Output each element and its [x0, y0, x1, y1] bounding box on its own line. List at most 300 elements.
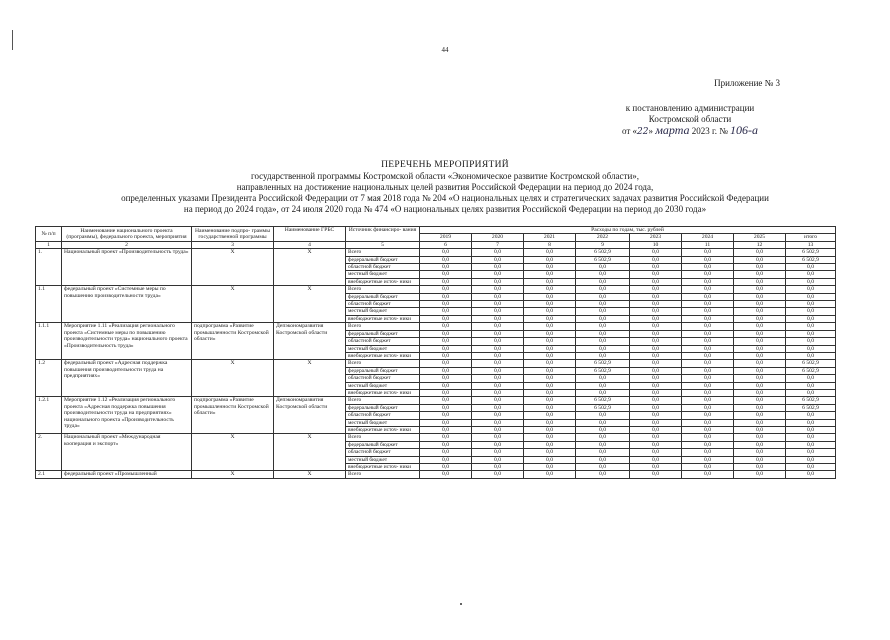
- value-cell: 0,0: [524, 286, 576, 293]
- value-cell: 0,0: [472, 441, 524, 448]
- value-cell: 0,0: [682, 345, 734, 352]
- value-cell: 0,0: [472, 367, 524, 374]
- header-year: 2021: [524, 234, 576, 241]
- value-cell: 0,0: [786, 345, 836, 352]
- row-project-name: федеральный проект «Адресная поддержка повышения производительности труда на предприятиях»: [62, 360, 192, 397]
- value-cell: 0,0: [734, 375, 786, 382]
- value-cell: 0,0: [576, 315, 630, 322]
- value-cell: 0,0: [630, 330, 682, 337]
- value-cell: 0,0: [682, 397, 734, 404]
- column-number: 12: [734, 241, 786, 248]
- value-cell: 0,0: [734, 352, 786, 359]
- row-subprogram: Х: [192, 434, 274, 471]
- value-cell: 0,0: [734, 330, 786, 337]
- value-cell: 0,0: [524, 271, 576, 278]
- approval-block: [590, 103, 790, 138]
- value-cell: 0,0: [524, 315, 576, 322]
- heading-line-4: определенных указами Президента Российской Федерации от 7 мая 2018 года № 204 «О национальных целях и стратегических задачах развития Российской Федерации: [121, 193, 769, 203]
- value-cell: 0,0: [630, 323, 682, 330]
- approval-number: 106-а: [730, 123, 759, 137]
- row-source: Всего: [346, 434, 420, 441]
- value-cell: 0,0: [682, 382, 734, 389]
- value-cell: 0,0: [420, 434, 472, 441]
- value-cell: 0,0: [630, 345, 682, 352]
- row-source: федеральный бюджет: [346, 330, 420, 337]
- row-grbs: Х: [274, 249, 346, 286]
- approval-day: 22: [637, 127, 649, 137]
- value-cell: 0,0: [682, 375, 734, 382]
- value-cell: 0,0: [682, 360, 734, 367]
- row-source: местный бюджет: [346, 308, 420, 315]
- row-source: внебюджетные источ- ники: [346, 464, 420, 471]
- approval-year: 2023 г. №: [689, 126, 731, 136]
- header-source: Источник финансиро- вания: [346, 227, 420, 242]
- value-cell: 0,0: [524, 323, 576, 330]
- value-cell: 0,0: [734, 404, 786, 411]
- value-cell: 0,0: [524, 352, 576, 359]
- value-cell: 0,0: [576, 471, 630, 478]
- value-cell: 0,0: [630, 404, 682, 411]
- value-cell: 0,0: [786, 308, 836, 315]
- value-cell: 0,0: [734, 412, 786, 419]
- row-source: местный бюджет: [346, 456, 420, 463]
- value-cell: 0,0: [682, 404, 734, 411]
- value-cell: 0,0: [472, 419, 524, 426]
- row-grbs: Х: [274, 471, 346, 478]
- value-cell: 0,0: [420, 464, 472, 471]
- row-project-name: федеральный проект «Промышленный: [62, 471, 192, 478]
- approval-prefix: от «: [621, 126, 638, 136]
- value-cell: 0,0: [786, 315, 836, 322]
- value-cell: 0,0: [630, 456, 682, 463]
- value-cell: 0,0: [576, 323, 630, 330]
- approval-line-2: Костромской области: [648, 114, 732, 124]
- value-cell: 0,0: [576, 278, 630, 285]
- row-subprogram: Х: [192, 286, 274, 323]
- value-cell: 0,0: [472, 360, 524, 367]
- value-cell: 0,0: [682, 434, 734, 441]
- value-cell: 0,0: [472, 449, 524, 456]
- value-cell: 0,0: [786, 264, 836, 271]
- value-cell: 0,0: [630, 397, 682, 404]
- row-source: Всего: [346, 286, 420, 293]
- column-number-row: [36, 241, 836, 248]
- row-source: внебюджетные источ- ники: [346, 278, 420, 285]
- value-cell: 0,0: [524, 330, 576, 337]
- value-cell: 0,0: [576, 434, 630, 441]
- value-cell: 0,0: [524, 382, 576, 389]
- value-cell: 0,0: [420, 441, 472, 448]
- row-grbs: Х: [274, 286, 346, 323]
- row-grbs: Депэкономразвития Костромской области: [274, 323, 346, 360]
- row-source: федеральный бюджет: [346, 256, 420, 263]
- value-cell: 0,0: [524, 308, 576, 315]
- table-body: [36, 249, 836, 479]
- value-cell: 0,0: [576, 412, 630, 419]
- value-cell: 0,0: [524, 449, 576, 456]
- value-cell: 0,0: [630, 338, 682, 345]
- value-cell: 0,0: [524, 360, 576, 367]
- value-cell: 0,0: [524, 293, 576, 300]
- value-cell: 6 502,9: [576, 397, 630, 404]
- row-subprogram: подпрограмма «Развитие промышленности Костромской области»: [192, 397, 274, 434]
- row-project-name: Национальный проект «Производительность труда»: [62, 249, 192, 286]
- row-grbs: Х: [274, 434, 346, 471]
- value-cell: 0,0: [420, 389, 472, 396]
- row-number: 1.2: [36, 360, 62, 397]
- value-cell: 0,0: [420, 271, 472, 278]
- value-cell: 0,0: [524, 338, 576, 345]
- value-cell: 0,0: [734, 397, 786, 404]
- value-cell: 6 502,9: [576, 367, 630, 374]
- value-cell: 0,0: [524, 456, 576, 463]
- column-number: 10: [630, 241, 682, 248]
- value-cell: 0,0: [734, 360, 786, 367]
- value-cell: 0,0: [786, 441, 836, 448]
- value-cell: 0,0: [786, 456, 836, 463]
- value-cell: 6 502,9: [786, 256, 836, 263]
- value-cell: 0,0: [472, 397, 524, 404]
- row-source: Всего: [346, 249, 420, 256]
- value-cell: 0,0: [420, 382, 472, 389]
- value-cell: 0,0: [472, 404, 524, 411]
- row-number: 1.1: [36, 286, 62, 323]
- approval-line-1: к постановлению администрации: [625, 103, 755, 113]
- header-year: 2020: [472, 234, 524, 241]
- page-number: 44: [441, 46, 449, 54]
- value-cell: 0,0: [420, 293, 472, 300]
- value-cell: 0,0: [630, 352, 682, 359]
- table-row: [36, 249, 836, 256]
- table-row: [36, 471, 836, 478]
- value-cell: 0,0: [682, 271, 734, 278]
- value-cell: 0,0: [682, 412, 734, 419]
- value-cell: 0,0: [420, 367, 472, 374]
- value-cell: 0,0: [576, 389, 630, 396]
- row-source: местный бюджет: [346, 271, 420, 278]
- row-source: федеральный бюджет: [346, 441, 420, 448]
- value-cell: 0,0: [682, 352, 734, 359]
- value-cell: 0,0: [682, 449, 734, 456]
- column-number: 13: [786, 241, 836, 248]
- value-cell: 0,0: [420, 449, 472, 456]
- row-source: Всего: [346, 471, 420, 478]
- column-number: 6: [420, 241, 472, 248]
- value-cell: 0,0: [630, 412, 682, 419]
- value-cell: 0,0: [734, 315, 786, 322]
- row-source: областной бюджет: [346, 375, 420, 382]
- value-cell: 0,0: [472, 308, 524, 315]
- value-cell: 0,0: [630, 264, 682, 271]
- value-cell: 0,0: [786, 449, 836, 456]
- table-row: [36, 360, 836, 367]
- value-cell: 0,0: [786, 293, 836, 300]
- column-number: 11: [682, 241, 734, 248]
- value-cell: 0,0: [786, 419, 836, 426]
- value-cell: 0,0: [420, 330, 472, 337]
- row-project-name: Национальный проект «Международная кооперация и экспорт»: [62, 434, 192, 471]
- value-cell: 0,0: [576, 375, 630, 382]
- row-number: 1.2.1: [36, 397, 62, 434]
- heading-line-5: на период до 2024 года», от 24 июля 2020 года № 474 «О национальных целях развития Российской Федерации на период до 2030 года»: [183, 204, 707, 214]
- value-cell: 6 502,9: [576, 256, 630, 263]
- value-cell: 0,0: [420, 249, 472, 256]
- value-cell: 0,0: [472, 278, 524, 285]
- value-cell: 0,0: [734, 441, 786, 448]
- value-cell: 0,0: [524, 264, 576, 271]
- header-grbs: Наименование ГРБС: [274, 227, 346, 242]
- value-cell: 6 502,9: [786, 404, 836, 411]
- value-cell: 0,0: [682, 367, 734, 374]
- header-year: 2025: [734, 234, 786, 241]
- value-cell: 0,0: [420, 404, 472, 411]
- row-source: областной бюджет: [346, 338, 420, 345]
- value-cell: 6 502,9: [786, 249, 836, 256]
- value-cell: 0,0: [682, 389, 734, 396]
- value-cell: 0,0: [734, 256, 786, 263]
- value-cell: 0,0: [734, 293, 786, 300]
- value-cell: 0,0: [420, 456, 472, 463]
- value-cell: 0,0: [786, 286, 836, 293]
- value-cell: 0,0: [524, 434, 576, 441]
- row-number: 2.: [36, 434, 62, 471]
- value-cell: 0,0: [682, 256, 734, 263]
- value-cell: 0,0: [524, 256, 576, 263]
- column-number: 8: [524, 241, 576, 248]
- value-cell: 0,0: [786, 389, 836, 396]
- value-cell: 0,0: [630, 271, 682, 278]
- row-grbs: Х: [274, 360, 346, 397]
- value-cell: 0,0: [420, 345, 472, 352]
- value-cell: 0,0: [734, 249, 786, 256]
- value-cell: 0,0: [524, 397, 576, 404]
- column-number: 4: [274, 241, 346, 248]
- value-cell: 0,0: [472, 256, 524, 263]
- value-cell: 0,0: [524, 249, 576, 256]
- value-cell: 0,0: [786, 382, 836, 389]
- value-cell: 0,0: [682, 264, 734, 271]
- value-cell: 0,0: [734, 471, 786, 478]
- activities-table: [35, 226, 836, 479]
- value-cell: 0,0: [786, 301, 836, 308]
- value-cell: 0,0: [630, 389, 682, 396]
- value-cell: 0,0: [682, 330, 734, 337]
- value-cell: 0,0: [472, 389, 524, 396]
- value-cell: 0,0: [524, 412, 576, 419]
- value-cell: 0,0: [734, 308, 786, 315]
- appendix-title: Приложение № 3: [714, 78, 780, 88]
- value-cell: 0,0: [630, 286, 682, 293]
- value-cell: 0,0: [576, 301, 630, 308]
- value-cell: 6 502,9: [576, 249, 630, 256]
- value-cell: 0,0: [682, 249, 734, 256]
- column-number: 3: [192, 241, 274, 248]
- value-cell: 0,0: [420, 308, 472, 315]
- header-project: Наименование национального проекта (программы), федерального проекта, мероприятия: [62, 227, 192, 242]
- value-cell: 0,0: [420, 264, 472, 271]
- document-heading: [60, 160, 830, 215]
- value-cell: 0,0: [576, 382, 630, 389]
- value-cell: 0,0: [524, 345, 576, 352]
- value-cell: 0,0: [524, 404, 576, 411]
- value-cell: 0,0: [576, 352, 630, 359]
- page-dot: [460, 603, 462, 605]
- value-cell: 0,0: [682, 308, 734, 315]
- row-source: внебюджетные источ- ники: [346, 315, 420, 322]
- value-cell: 0,0: [524, 375, 576, 382]
- value-cell: 0,0: [420, 426, 472, 433]
- value-cell: 6 502,9: [786, 367, 836, 374]
- row-grbs: Депэкономразвития Костромской области: [274, 397, 346, 434]
- header-expenses: Расходы по годам, тыс. рублей: [420, 227, 836, 234]
- header-year: 2019: [420, 234, 472, 241]
- value-cell: 0,0: [630, 256, 682, 263]
- row-subprogram: Х: [192, 471, 274, 478]
- value-cell: 0,0: [630, 293, 682, 300]
- value-cell: 0,0: [734, 382, 786, 389]
- column-number: 9: [576, 241, 630, 248]
- value-cell: 0,0: [682, 301, 734, 308]
- value-cell: 0,0: [472, 345, 524, 352]
- value-cell: 0,0: [524, 471, 576, 478]
- value-cell: 0,0: [472, 301, 524, 308]
- value-cell: 0,0: [576, 271, 630, 278]
- value-cell: 0,0: [786, 412, 836, 419]
- row-source: федеральный бюджет: [346, 404, 420, 411]
- table-row: [36, 434, 836, 441]
- value-cell: 0,0: [420, 360, 472, 367]
- value-cell: 0,0: [576, 426, 630, 433]
- value-cell: 0,0: [786, 330, 836, 337]
- column-number: 7: [472, 241, 524, 248]
- value-cell: 0,0: [472, 412, 524, 419]
- value-cell: 0,0: [472, 315, 524, 322]
- value-cell: 0,0: [630, 471, 682, 478]
- row-source: Всего: [346, 323, 420, 330]
- value-cell: 0,0: [786, 464, 836, 471]
- row-subprogram: Х: [192, 360, 274, 397]
- value-cell: 0,0: [682, 441, 734, 448]
- value-cell: 0,0: [734, 464, 786, 471]
- value-cell: 0,0: [420, 412, 472, 419]
- value-cell: 0,0: [524, 278, 576, 285]
- value-cell: 0,0: [682, 464, 734, 471]
- value-cell: 0,0: [420, 315, 472, 322]
- value-cell: 0,0: [630, 360, 682, 367]
- value-cell: 0,0: [786, 434, 836, 441]
- row-source: местный бюджет: [346, 382, 420, 389]
- value-cell: 0,0: [682, 278, 734, 285]
- heading-line-2: государственной программы Костромской области «Экономическое развитие Костромской области»,: [250, 171, 640, 181]
- row-source: внебюджетные источ- ники: [346, 352, 420, 359]
- value-cell: 0,0: [734, 271, 786, 278]
- value-cell: 0,0: [576, 456, 630, 463]
- value-cell: 0,0: [472, 471, 524, 478]
- value-cell: 0,0: [734, 301, 786, 308]
- value-cell: 0,0: [734, 278, 786, 285]
- column-number: 2: [62, 241, 192, 248]
- value-cell: 0,0: [472, 464, 524, 471]
- value-cell: 0,0: [472, 323, 524, 330]
- value-cell: 0,0: [682, 323, 734, 330]
- value-cell: 0,0: [786, 271, 836, 278]
- row-source: областной бюджет: [346, 264, 420, 271]
- row-project-name: Мероприятие 1.12 «Реализация регионального проекта «Адресная поддержка повышения производительности труда на предприятиях» национального проекта «Производительность труда»: [62, 397, 192, 434]
- value-cell: 0,0: [682, 338, 734, 345]
- value-cell: 6 502,9: [576, 360, 630, 367]
- header-num: № п/п: [36, 227, 62, 242]
- table-header: [36, 227, 836, 249]
- value-cell: 0,0: [420, 278, 472, 285]
- value-cell: 0,0: [786, 352, 836, 359]
- value-cell: 0,0: [630, 441, 682, 448]
- value-cell: 0,0: [734, 434, 786, 441]
- row-number: 1.1.1: [36, 323, 62, 360]
- value-cell: 0,0: [420, 323, 472, 330]
- value-cell: 0,0: [420, 301, 472, 308]
- value-cell: 0,0: [682, 419, 734, 426]
- approval-month: марта: [655, 123, 690, 137]
- value-cell: 6 502,9: [786, 360, 836, 367]
- value-cell: 0,0: [630, 375, 682, 382]
- value-cell: 0,0: [576, 264, 630, 271]
- row-subprogram: подпрограмма «Развитие промышленности Костромской области»: [192, 323, 274, 360]
- value-cell: 0,0: [786, 375, 836, 382]
- value-cell: 0,0: [420, 338, 472, 345]
- value-cell: 0,0: [420, 397, 472, 404]
- table-row: [36, 286, 836, 293]
- row-source: федеральный бюджет: [346, 367, 420, 374]
- value-cell: 0,0: [524, 419, 576, 426]
- value-cell: 0,0: [420, 352, 472, 359]
- header-year: итого: [786, 234, 836, 241]
- approval-date-line: [590, 125, 790, 138]
- value-cell: 0,0: [630, 419, 682, 426]
- value-cell: 0,0: [472, 456, 524, 463]
- value-cell: 0,0: [472, 434, 524, 441]
- column-number: 1: [36, 241, 62, 248]
- value-cell: 0,0: [734, 338, 786, 345]
- header-subprogram: Наименование подпро- граммы государственной программы: [192, 227, 274, 242]
- row-source: местный бюджет: [346, 345, 420, 352]
- value-cell: 0,0: [786, 278, 836, 285]
- row-subprogram: Х: [192, 249, 274, 286]
- row-source: местный бюджет: [346, 419, 420, 426]
- value-cell: 0,0: [524, 389, 576, 396]
- value-cell: 0,0: [472, 338, 524, 345]
- row-project-name: Мероприятие 1.11 «Реализация регионального проекта «Системные меры по повышению производительности труда» национального проекта «Производительность труда»: [62, 323, 192, 360]
- row-source: внебюджетные источ- ники: [346, 389, 420, 396]
- value-cell: 0,0: [734, 449, 786, 456]
- value-cell: 0,0: [734, 389, 786, 396]
- value-cell: 0,0: [630, 449, 682, 456]
- value-cell: 0,0: [682, 293, 734, 300]
- value-cell: 0,0: [420, 256, 472, 263]
- value-cell: 0,0: [472, 271, 524, 278]
- value-cell: 0,0: [734, 426, 786, 433]
- row-source: областной бюджет: [346, 301, 420, 308]
- value-cell: 0,0: [734, 345, 786, 352]
- value-cell: 0,0: [472, 382, 524, 389]
- value-cell: 0,0: [472, 375, 524, 382]
- value-cell: 0,0: [682, 315, 734, 322]
- row-source: Всего: [346, 360, 420, 367]
- value-cell: 0,0: [472, 352, 524, 359]
- approval-mid: »: [648, 126, 656, 136]
- value-cell: 0,0: [630, 426, 682, 433]
- value-cell: 0,0: [420, 419, 472, 426]
- value-cell: 0,0: [576, 293, 630, 300]
